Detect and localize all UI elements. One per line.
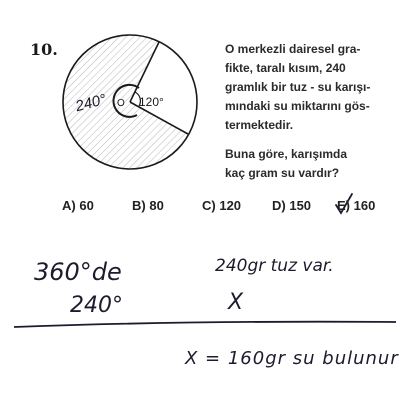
choice-d[interactable] [272, 198, 311, 213]
choice-d-value: 150 [289, 198, 312, 213]
question-line-4: mındaki su miktarını gös- [225, 99, 370, 113]
question-line-1: O merkezli dairesel gra- [225, 42, 361, 56]
choice-a-letter: A) [62, 198, 76, 213]
center-label: O [117, 98, 125, 109]
handwriting-row1-left: 360°de [34, 258, 122, 286]
answer-check-mark [333, 192, 355, 216]
handwriting-row2-left: 240° [70, 293, 123, 318]
handwriting-answer: X = 160gr su bulunur [185, 348, 399, 369]
question-ask-line-2: kaç gram su vardır? [225, 166, 340, 180]
choice-a-value: 60 [79, 198, 94, 213]
question-number: 10. [30, 40, 58, 59]
choice-c-letter: C) [202, 198, 216, 213]
question-line-5: termektedir. [225, 118, 294, 132]
question-text [225, 40, 390, 183]
choice-b-letter: B) [132, 198, 146, 213]
pie-chart [55, 30, 205, 180]
handwriting-row1-right: 240gr tuz var. [215, 256, 334, 276]
choice-a[interactable] [62, 198, 94, 213]
choice-c-value: 120 [219, 198, 242, 213]
angle-label-120: 120° [139, 95, 164, 109]
choice-b-value: 80 [149, 198, 164, 213]
handwriting-row2-right: X [228, 290, 244, 315]
choice-d-letter: D) [272, 198, 286, 213]
choice-b[interactable] [132, 198, 164, 213]
angle-label-240: 240° [73, 90, 109, 116]
division-line [0, 318, 408, 330]
choice-c[interactable] [202, 198, 241, 213]
question-line-3: gramlık bir tuz - su karışı- [225, 80, 371, 94]
question-ask-line-1: Buna göre, karışımda [225, 147, 348, 161]
choice-e-letter: E) [337, 198, 350, 213]
question-line-2: fikte, taralı kısım, 240 [225, 61, 346, 75]
choice-e-value: 160 [353, 198, 376, 213]
